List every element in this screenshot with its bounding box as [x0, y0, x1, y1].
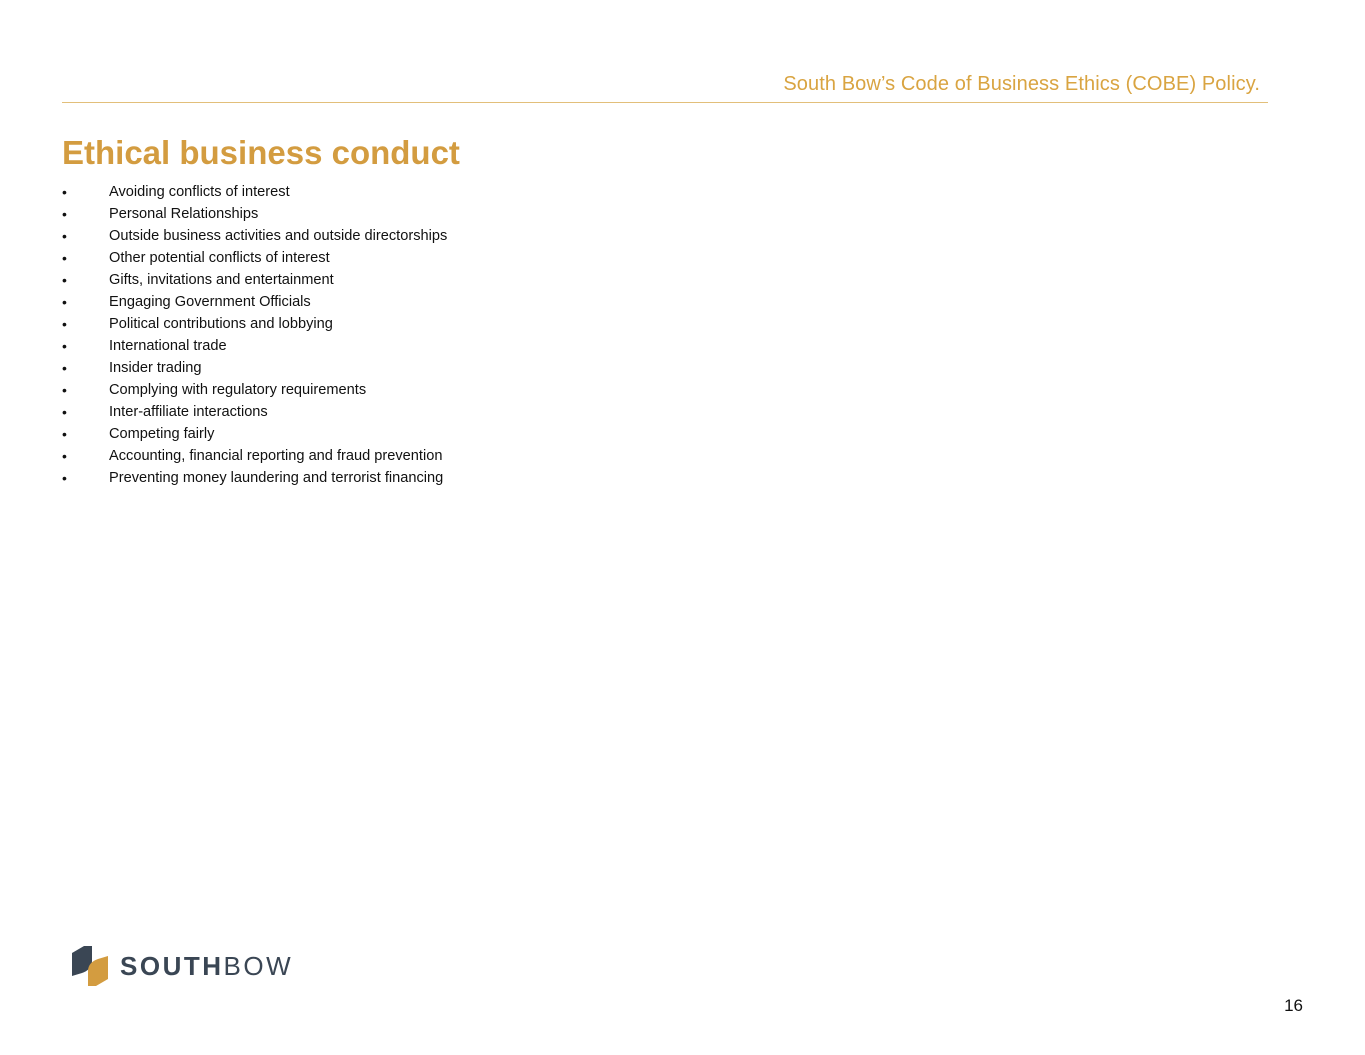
bullet-icon: •	[62, 338, 67, 354]
bullet-icon: •	[62, 206, 67, 222]
bullet-icon: •	[62, 294, 67, 310]
south-bow-logo	[70, 943, 293, 989]
bullet-icon: •	[62, 272, 67, 288]
list-item-text: Personal Relationships	[109, 206, 259, 222]
list-item-text: Accounting, financial reporting and fraud prevention	[109, 448, 443, 464]
bullet-icon: •	[62, 382, 67, 398]
list-item-text: Engaging Government Officials	[109, 294, 311, 310]
bullet-icon: •	[62, 404, 67, 420]
logo-wordmark	[120, 951, 293, 982]
list-item-text: International trade	[109, 338, 227, 354]
section-heading: Ethical business conduct	[62, 134, 460, 171]
bullet-icon: •	[62, 470, 67, 486]
logo-text-bold: SOUTH	[120, 950, 224, 981]
page-number: 16	[1284, 996, 1303, 1015]
south-bow-logo-icon	[70, 943, 110, 989]
list-item-text: Inter-affiliate interactions	[109, 404, 268, 420]
list-item-text: Outside business activities and outside directorships	[109, 228, 448, 244]
list-item-text: Insider trading	[109, 360, 202, 376]
bullet-icon: •	[62, 184, 67, 200]
list-item-text: Gifts, invitations and entertainment	[109, 272, 334, 288]
list-item-text: Preventing money laundering and terrorist financing	[109, 470, 444, 486]
bullet-icon: •	[62, 448, 67, 464]
header-title: South Bow’s Code of Business Ethics (COBE) Policy.	[783, 73, 1260, 95]
list-item-text: Complying with regulatory requirements	[109, 382, 367, 398]
bullet-icon: •	[62, 426, 67, 442]
bullet-icon: •	[62, 228, 67, 244]
list-item-text: Other potential conflicts of interest	[109, 250, 330, 266]
list-item-text: Avoiding conflicts of interest	[109, 184, 290, 200]
bullet-icon: •	[62, 360, 67, 376]
bullet-icon: •	[62, 316, 67, 332]
header-divider	[62, 102, 1268, 103]
list-item-text: Political contributions and lobbying	[109, 316, 333, 332]
bullet-icon: •	[62, 250, 67, 266]
logo-text-light: BOW	[223, 950, 294, 981]
list-item-text: Competing fairly	[109, 426, 215, 442]
